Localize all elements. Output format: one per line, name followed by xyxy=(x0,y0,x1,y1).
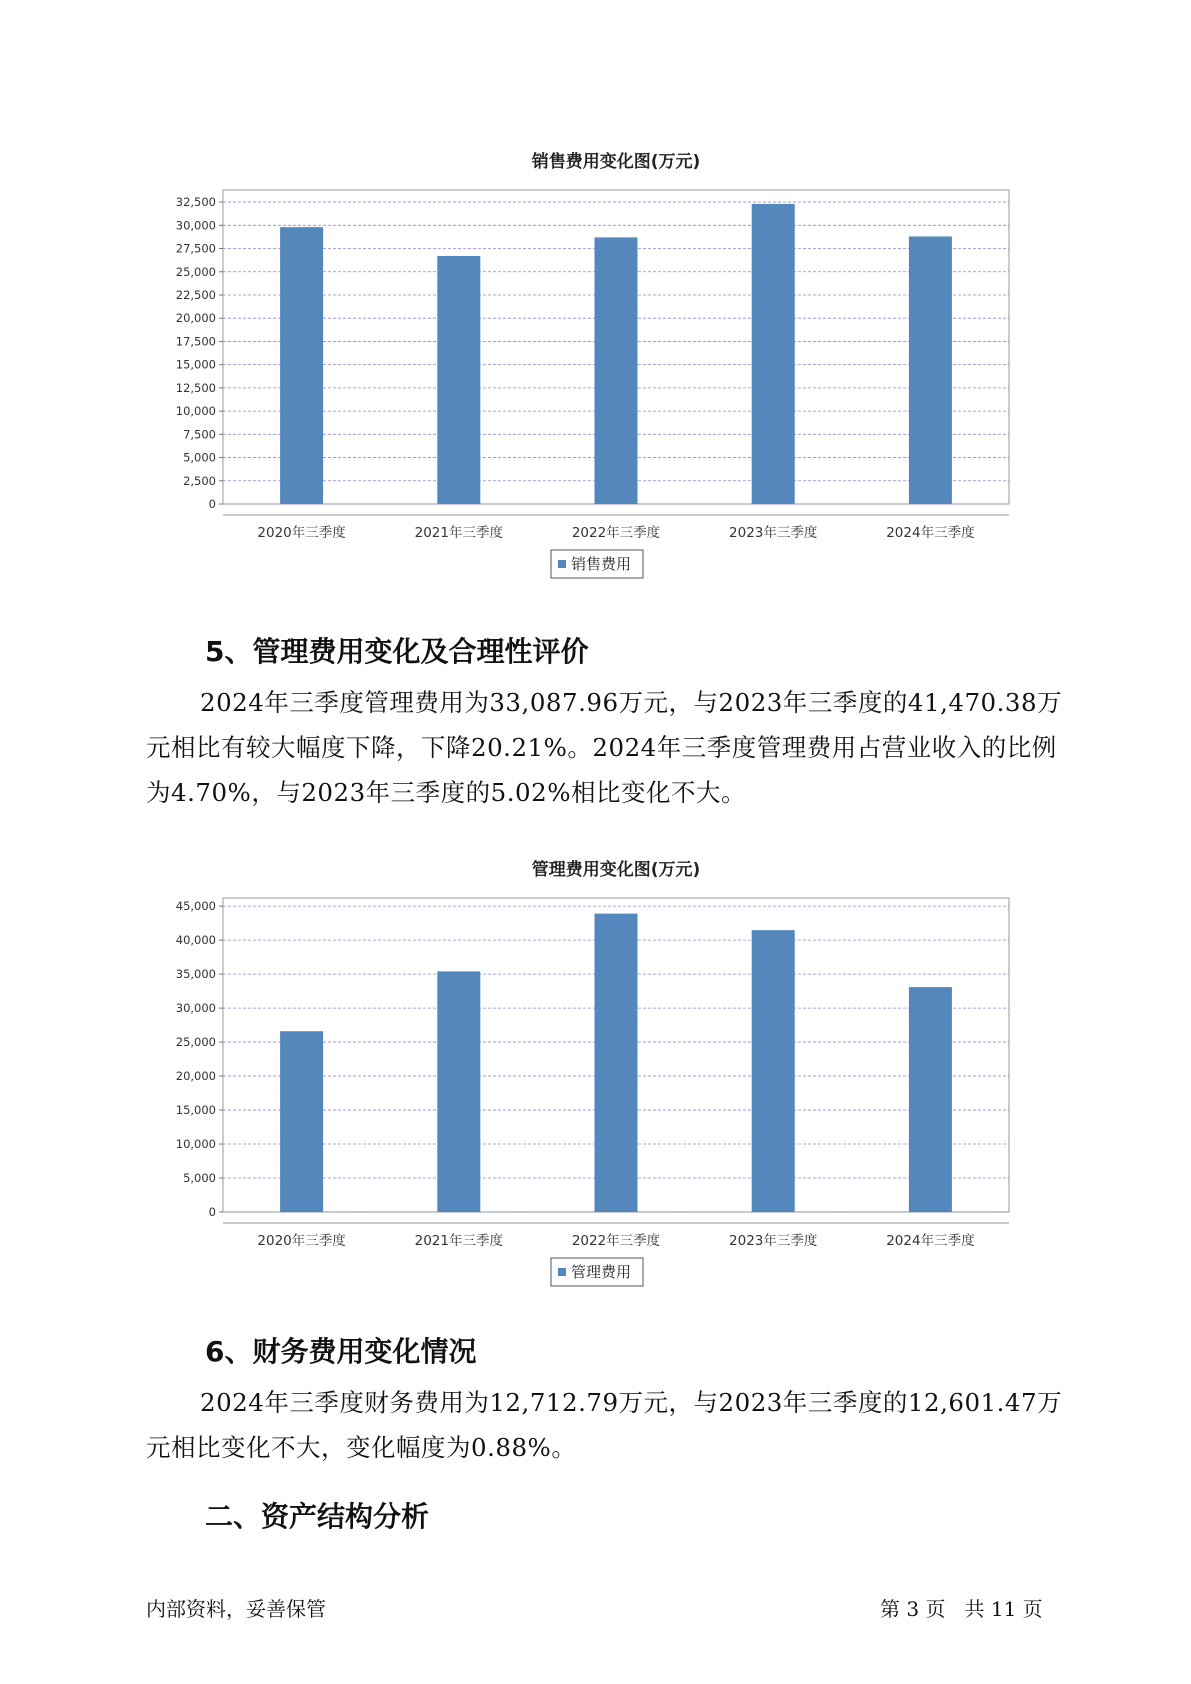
x-tick-label: 2021年三季度 xyxy=(414,1233,503,1249)
y-tick-label: 17,500 xyxy=(175,334,216,349)
x-tick-label: 2023年三季度 xyxy=(729,1233,818,1249)
admin-expense-chart xyxy=(0,848,1191,1308)
y-tick-label: 30,000 xyxy=(175,1001,216,1016)
x-tick-label: 2022年三季度 xyxy=(571,525,661,541)
admin-expense-chart-svg xyxy=(0,848,1191,1308)
bar xyxy=(280,1031,323,1212)
y-tick-label: 10,000 xyxy=(175,1137,216,1152)
bar xyxy=(437,256,480,504)
bar xyxy=(280,227,323,504)
y-tick-label: 22,500 xyxy=(175,287,216,302)
y-tick-label: 30,000 xyxy=(175,218,216,233)
y-tick-label: 12,500 xyxy=(175,380,216,395)
legend-swatch xyxy=(558,560,566,568)
y-tick-label: 27,500 xyxy=(175,241,216,256)
legend-label: 销售费用 xyxy=(571,555,632,573)
y-tick-label: 7,500 xyxy=(183,427,216,442)
bar xyxy=(752,204,795,504)
section-two-heading: 二、资产结构分析 xyxy=(205,1500,430,1533)
y-tick-label: 5,000 xyxy=(183,1171,216,1186)
y-tick-label: 15,000 xyxy=(175,357,216,372)
y-tick-label: 25,000 xyxy=(175,264,216,279)
x-tick-label: 2023年三季度 xyxy=(729,525,818,541)
x-tick-label: 2024年三季度 xyxy=(886,1233,975,1249)
y-tick-label: 35,000 xyxy=(175,967,216,982)
bar xyxy=(437,971,480,1212)
y-tick-label: 40,000 xyxy=(175,933,216,948)
y-tick-label: 10,000 xyxy=(175,404,216,419)
bar xyxy=(909,236,952,504)
y-tick-label: 32,500 xyxy=(175,195,216,210)
sales-expense-chart-svg xyxy=(0,140,1191,600)
legend-label: 管理费用 xyxy=(571,1263,632,1281)
section-6-heading: 6、财务费用变化情况 xyxy=(205,1335,477,1368)
sales-expense-chart xyxy=(0,140,1191,600)
y-tick-label: 45,000 xyxy=(175,899,216,914)
x-tick-label: 2021年三季度 xyxy=(414,525,503,541)
x-tick-label: 2024年三季度 xyxy=(886,525,975,541)
x-tick-label: 2022年三季度 xyxy=(571,1233,661,1249)
y-tick-label: 2,500 xyxy=(183,473,216,488)
y-tick-label: 0 xyxy=(208,1205,216,1219)
chart-title: 管理费用变化图(万元) xyxy=(531,860,701,880)
footer-page-number: 第 3 页 共 11 页 xyxy=(880,1597,1043,1621)
bar xyxy=(595,237,638,504)
y-tick-label: 5,000 xyxy=(183,450,216,465)
y-tick-label: 25,000 xyxy=(175,1035,216,1050)
x-tick-label: 2020年三季度 xyxy=(257,1233,346,1249)
section-6-paragraph: 2024年三季度财务费用为12,712.79万元，与2023年三季度的12,601.47万元相比变化不大，变化幅度为0.88%。 xyxy=(146,1388,1063,1462)
y-tick-label: 15,000 xyxy=(175,1103,216,1118)
y-tick-label: 20,000 xyxy=(175,1069,216,1084)
bar xyxy=(595,914,638,1212)
y-tick-label: 20,000 xyxy=(175,311,216,326)
y-tick-label: 0 xyxy=(208,497,216,511)
section-5-paragraph: 2024年三季度管理费用为33,087.96万元，与2023年三季度的41,470.38万元相比有较大幅度下降，下降20.21%。2024年三季度管理费用占营业收入的比例为4.70%，与2023年三季度的5.02%相比变化不大。 xyxy=(146,688,1063,807)
legend-swatch xyxy=(558,1268,566,1276)
bar xyxy=(752,930,795,1212)
footer-left: 内部资料，妥善保管 xyxy=(146,1597,326,1621)
chart-title: 销售费用变化图(万元) xyxy=(531,152,701,172)
bar xyxy=(909,987,952,1212)
section-5-heading: 5、管理费用变化及合理性评价 xyxy=(205,635,589,668)
x-tick-label: 2020年三季度 xyxy=(257,525,346,541)
